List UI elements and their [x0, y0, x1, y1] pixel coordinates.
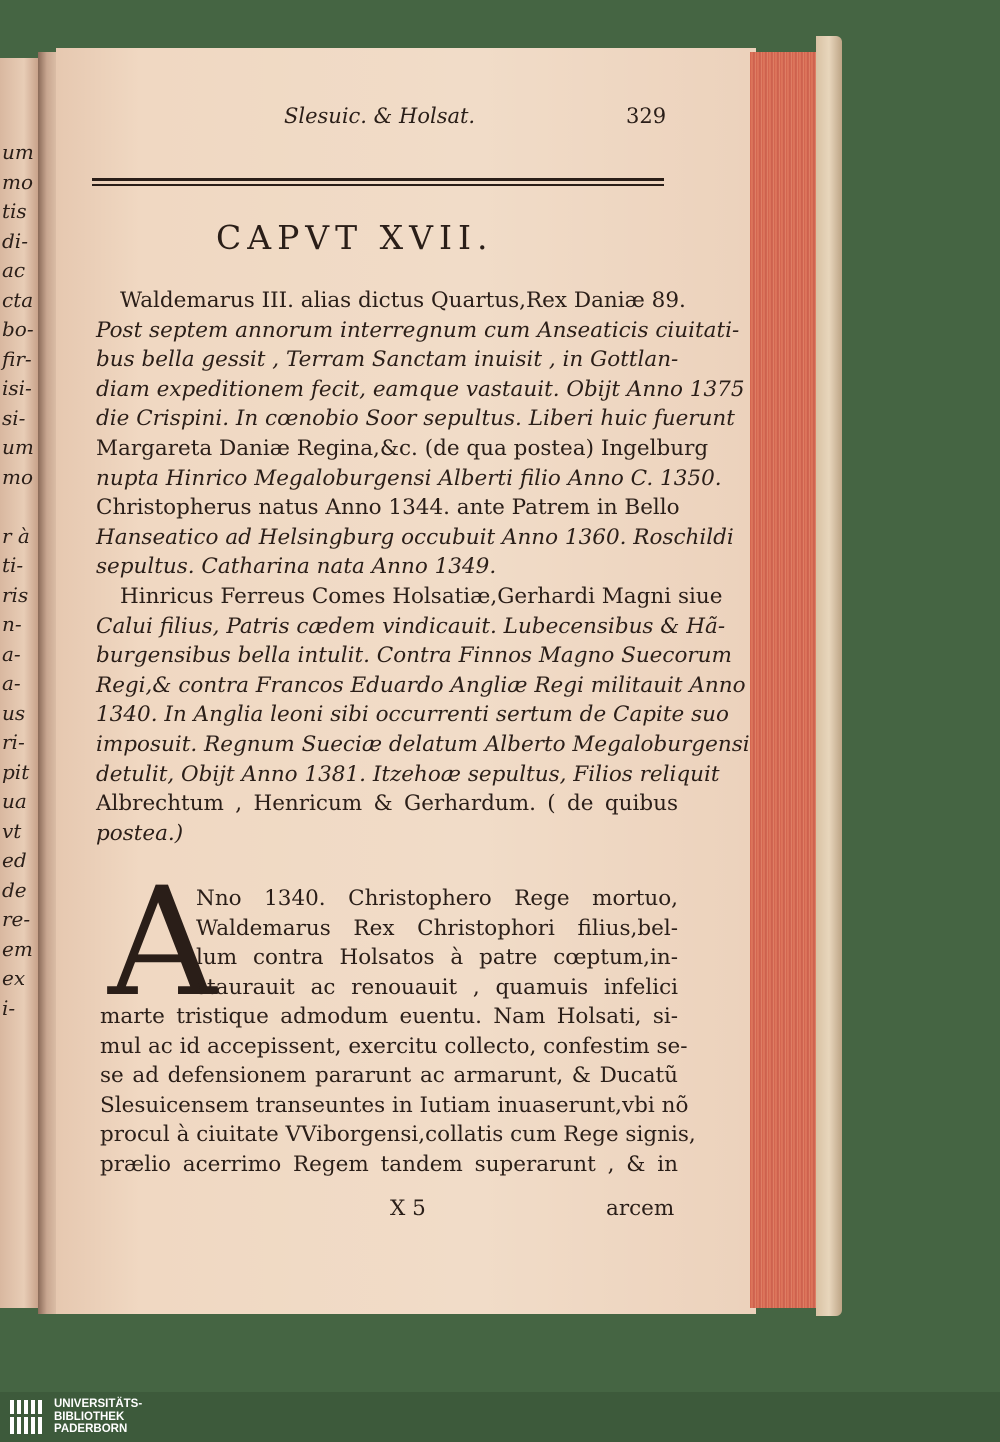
left-page-fragment-text: re-: [2, 907, 31, 931]
running-head: Slesuic. & Holsat.: [284, 104, 476, 128]
text-line: lum contra Holsatos à patre cœptum,in-: [196, 945, 678, 971]
book-cover-edge: [816, 36, 842, 1316]
text-line: Albrechtum , Henricum & Gerhardum. ( de quibus: [96, 791, 678, 817]
paragraph-3-full: [100, 1002, 696, 1180]
chapter-title: CAPVT XVII.: [216, 218, 494, 257]
text-line: bus bella gessit , Terram Sanctam inuisit , in Gottlan-: [96, 347, 679, 373]
left-page-fragment-text: bo-: [2, 317, 34, 341]
left-page-fragment-text: vt: [2, 818, 22, 843]
left-page-fragment-text: um: [2, 140, 34, 164]
text-line: mul ac id accepissent, exercitu collecto, confestim se-: [100, 1033, 688, 1059]
header-rule: [92, 178, 664, 188]
text-line: Christopherus natus Anno 1344. ante Patrem in Bello: [96, 495, 680, 521]
left-page-fragment-text: ti-: [2, 553, 24, 577]
text-line: burgensibus bella intulit. Contra Finnos Magno Suecorum: [96, 643, 732, 669]
page-edges: [750, 52, 820, 1308]
text-line: 1340. In Anglia leoni sibi occurrenti sertum de Capite suo: [96, 702, 729, 728]
page-footer-line: [96, 1196, 675, 1226]
text-line: Waldemarus Rex Christophori filius,bel-: [196, 915, 678, 941]
left-page-fragment-text: cta: [2, 287, 34, 312]
text-block: [96, 286, 750, 848]
paragraph-1: [96, 286, 745, 582]
left-page-fragment-text: si-: [2, 405, 26, 430]
text-line: procul à ciuitate VViborgensi,collatis cum Rege signis,: [100, 1122, 696, 1148]
left-page-fragment-text: n-: [2, 612, 22, 636]
text-line: Calui filius, Patris cædem vindicauit. Lubecensibus & Hã-: [96, 613, 726, 639]
left-page-fragment-text: ris: [2, 582, 29, 607]
text-line: sepultus. Catharina nata Anno 1349.: [96, 554, 497, 580]
left-page-fragment-text: [2, 492, 38, 522]
left-page-fragment-text: ed: [2, 848, 27, 872]
drop-cap: A: [108, 856, 217, 1030]
text-line: Hinricus Ferreus Comes Holsatiæ,Gerhardi Magni siue: [120, 583, 723, 609]
left-page-fragment-text: ex: [2, 966, 26, 990]
left-page-text-fragments: [2, 138, 38, 1023]
left-page-fragment: [0, 58, 40, 1308]
left-page-fragment-text: ac: [2, 258, 26, 282]
text-line: postea.): [96, 820, 184, 846]
left-page-fragment-text: em: [2, 936, 33, 961]
left-page-fragment-text: i-: [2, 995, 16, 1020]
left-page-fragment-text: ri-: [2, 730, 25, 754]
text-line: Slesuicensem transeuntes in Iutiam inuaserunt,vbi nõ: [100, 1092, 689, 1118]
text-line: staurauit ac renouauit , quamuis infelici: [196, 974, 678, 1000]
left-page-fragment-text: pit: [2, 759, 30, 784]
left-page-fragment-text: isi-: [2, 376, 32, 400]
text-line: Regi,& contra Francos Eduardo Angliæ Regi militauit Anno: [96, 672, 746, 698]
text-line: Post septem annorum interregnum cum Anseaticis ciuitati-: [96, 317, 740, 343]
text-line: imposuit. Regnum Sueciæ delatum Alberto Megaloburgensi: [96, 731, 750, 757]
library-name-line: BIBLIOTHEK: [54, 1410, 125, 1423]
signature-mark: X 5: [390, 1196, 426, 1221]
left-page-fragment-text: mo: [2, 169, 34, 194]
catchword: arcem: [606, 1196, 675, 1221]
left-page-fragment-text: tis: [2, 199, 27, 223]
library-logo-icon: [8, 1396, 50, 1438]
library-name-line: UNIVERSITÄTS-: [54, 1398, 143, 1410]
left-page-fragment-text: um: [2, 435, 34, 459]
left-page-fragment-text: de: [2, 877, 27, 902]
left-page-fragment-text: r à: [2, 523, 30, 548]
text-line: diam expeditionem fecit, eamque vastauit. Obijt Anno 1375: [96, 376, 745, 402]
text-line: Hanseatico ad Helsingburg occubuit Anno 1360. Roschildi: [96, 524, 734, 550]
left-page-fragment-text: fir-: [2, 346, 32, 371]
text-line: nupta Hinrico Megaloburgensi Alberti filio Anno C. 1350.: [96, 465, 722, 491]
left-page-fragment-text: mo: [2, 464, 34, 489]
library-name-line: PADERBORN: [54, 1423, 128, 1435]
paragraph-2: [96, 582, 750, 848]
text-line: Waldemarus III. alias dictus Quartus,Rex Daniæ 89.: [120, 288, 686, 313]
page-number: 329: [626, 104, 667, 128]
library-name: [54, 1398, 142, 1436]
paragraph-3-beside-cap: [196, 884, 678, 1002]
text-line: die Crispini. In cœnobio Soor sepultus. Liberi huic fuerunt: [96, 406, 735, 432]
text-line: se ad defensionem pararunt ac armarunt, & Ducatũ: [100, 1063, 678, 1089]
left-page-fragment-text: di-: [2, 228, 28, 253]
text-line: Nno 1340. Christophero Rege mortuo,: [196, 886, 678, 911]
left-page-fragment-text: a-: [2, 641, 21, 666]
library-footer: [0, 1392, 1000, 1442]
left-page-fragment-text: us: [2, 700, 26, 725]
text-line: marte tristique admodum euentu. Nam Holsati, si-: [100, 1004, 678, 1029]
left-page-fragment-text: a-: [2, 671, 21, 695]
text-line: Margareta Daniæ Regina,&c. (de qua postea) Ingelburg: [96, 435, 709, 461]
text-line: prælio acerrimo Regem tandem superarunt , & in: [100, 1151, 678, 1177]
left-page-fragment-text: ua: [2, 789, 27, 813]
text-line: detulit, Obijt Anno 1381. Itzehoæ sepultus, Filios reliquit: [96, 761, 720, 787]
